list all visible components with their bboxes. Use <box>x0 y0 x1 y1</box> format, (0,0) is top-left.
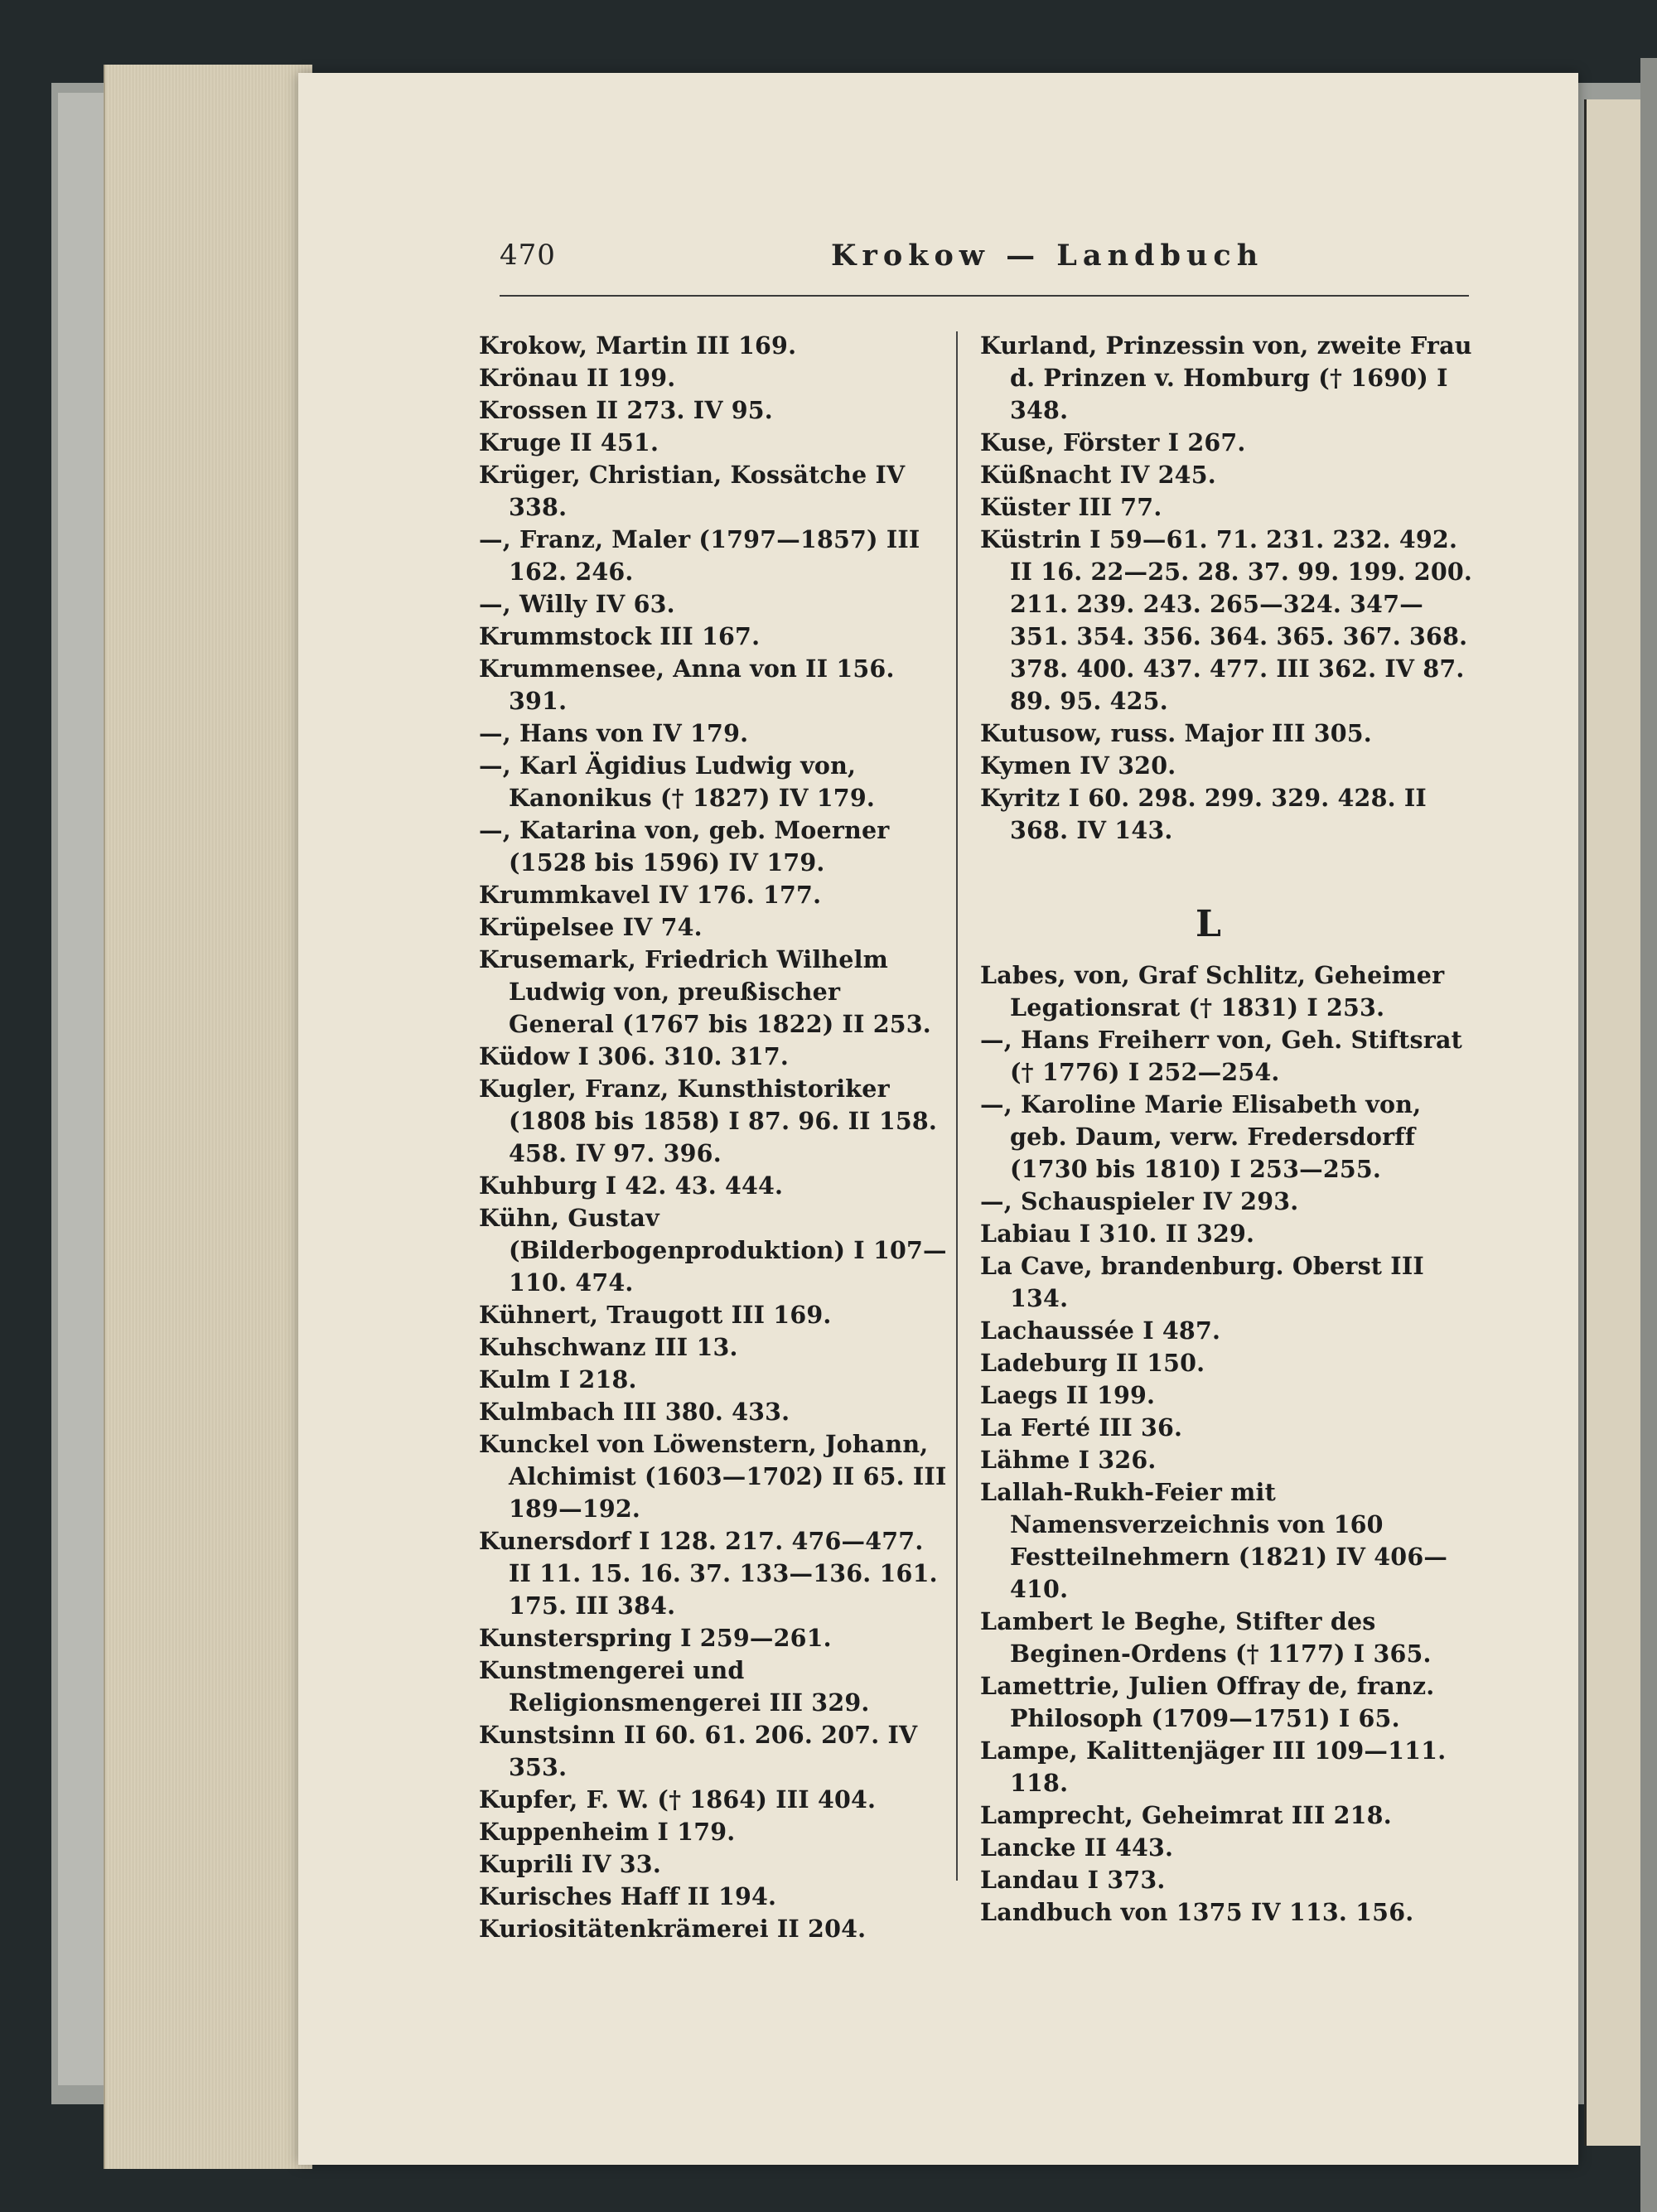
index-entry: Lallah-Rukh-Feier mit Namensverzeichnis von 160 Festteilnehmern (1821) IV 406—410. <box>980 1478 1448 1603</box>
page-stack <box>104 65 312 2169</box>
index-entry: Lamettrie, Julien Offray de, franz. Philosoph (1709—1751) I 65. <box>980 1672 1435 1732</box>
index-entry: Labiau I 310. II 329. <box>980 1219 1255 1248</box>
index-entry: Kunsterspring I 259—261. <box>479 1624 832 1652</box>
index-entry: La Cave, brandenburg. Oberst III 134. <box>980 1252 1424 1312</box>
index-entry: Krummkavel IV 176. 177. <box>479 881 822 909</box>
index-entry: Krüpelsee IV 74. <box>479 913 703 941</box>
running-title: Krokow — Landbuch <box>831 239 1264 273</box>
index-entry: Küster III 77. <box>980 493 1162 521</box>
index-entry: Lancke II 443. <box>980 1833 1174 1862</box>
index-entry: Krummensee, Anna von II 156. 391. <box>479 654 895 715</box>
section-letter: L <box>1196 903 1221 945</box>
index-entry: Kuhburg I 42. 43. 444. <box>479 1171 784 1200</box>
index-entry: Krönau II 199. <box>479 364 676 392</box>
index-entry: Küstrin I 59—61. 71. 231. 232. 492. II 16. 22—25. 28. 37. 99. 199. 200. 211. 239. 243. 265—324. 347—351. 354. 356. 364. 365. 367. 368. 378. 400. 437. 477. III 362. IV 87. 89. 95. 425. <box>980 525 1473 715</box>
index-column-right-top <box>980 330 1477 847</box>
index-entry: Kunstsinn II 60. 61. 206. 207. IV 353. <box>479 1721 918 1781</box>
page-number: 470 <box>500 239 556 272</box>
index-entry: Kurisches Haff II 194. <box>479 1882 777 1910</box>
index-entry: Kulmbach III 380. 433. <box>479 1398 790 1426</box>
index-entry: Lamprecht, Geheimrat III 218. <box>980 1801 1392 1829</box>
index-entry: Kuse, Förster I 267. <box>980 428 1246 456</box>
index-entry: Krossen II 273. IV 95. <box>479 396 773 424</box>
index-entry: Kupfer, F. W. († 1864) III 404. <box>479 1785 877 1814</box>
index-entry: Krokow, Martin III 169. <box>479 331 797 360</box>
index-entry: Kurland, Prinzessin von, zweite Frau d. Prinzen v. Homburg († 1690) I 348. <box>980 331 1472 424</box>
index-column-right-bottom <box>980 959 1477 1929</box>
index-entry: Küdow I 306. 310. 317. <box>479 1042 789 1070</box>
page-header <box>500 239 1469 288</box>
cover-edge-right <box>1640 58 1657 2212</box>
index-entry: Kühn, Gustav (Bilderbogenproduktion) I 107—110. 474. <box>479 1204 947 1297</box>
index-entry: Küßnacht IV 245. <box>980 461 1216 489</box>
index-entry: Krüger, Christian, Kossätche IV 338. <box>479 461 906 521</box>
index-entry: Kunstmengerei und Religionsmengerei III 329. <box>479 1656 870 1717</box>
index-entry: Kymen IV 320. <box>980 751 1176 780</box>
index-entry: Labes, von, Graf Schlitz, Geheimer Legationsrat († 1831) I 253. <box>980 961 1445 1021</box>
index-entry: Lambert le Beghe, Stifter des Beginen-Ordens († 1177) I 365. <box>980 1607 1432 1668</box>
index-entry: Kuprili IV 33. <box>479 1850 661 1878</box>
index-entry: Kühnert, Traugott III 169. <box>479 1301 832 1329</box>
index-entry: Krummstock III 167. <box>479 622 761 650</box>
index-entry: Kuriositätenkrämerei II 204. <box>479 1915 867 1943</box>
index-entry: Kugler, Franz, Kunsthistoriker (1808 bis 1858) I 87. 96. II 158. 458. IV 97. 396. <box>479 1075 938 1167</box>
index-entry: La Ferté III 36. <box>980 1413 1183 1442</box>
header-rule <box>500 295 1469 297</box>
index-entry: Landbuch von 1375 IV 113. 156. <box>980 1898 1414 1926</box>
index-entry: Kuhschwanz III 13. <box>479 1333 738 1361</box>
index-entry: Kuppenheim I 179. <box>479 1818 736 1846</box>
column-divider <box>956 331 958 1881</box>
index-entry: Lähme I 326. <box>980 1446 1157 1474</box>
index-entry: Ladeburg II 150. <box>980 1349 1205 1377</box>
index-entry: —, Hans von IV 179. <box>479 719 749 747</box>
index-entry: —, Hans Freiherr von, Geh. Stiftsrat († 1776) I 252—254. <box>980 1026 1463 1086</box>
index-entry: Kulm I 218. <box>479 1365 637 1393</box>
index-entry: —, Willy IV 63. <box>479 590 675 618</box>
index-entry: —, Schauspieler IV 293. <box>980 1187 1299 1215</box>
index-entry: Kutusow, russ. Major III 305. <box>980 719 1372 747</box>
index-entry: —, Katarina von, geb. Moerner (1528 bis 1596) IV 179. <box>479 816 890 877</box>
index-entry: Lampe, Kalittenjäger III 109—111. 118. <box>980 1736 1447 1797</box>
index-column-left <box>479 330 947 1945</box>
index-entry: Kyritz I 60. 298. 299. 329. 428. II 368. IV 143. <box>980 784 1427 844</box>
index-entry: Krusemark, Friedrich Wilhelm Ludwig von, preußischer General (1767 bis 1822) II 253. <box>479 945 931 1038</box>
index-entry: Landau I 373. <box>980 1866 1166 1894</box>
index-entry: Laegs II 199. <box>980 1381 1156 1409</box>
index-entry: Kunckel von Löwenstern, Johann, Alchimist (1603—1702) II 65. III 189—192. <box>479 1430 947 1523</box>
index-entry: Lachaussée I 487. <box>980 1316 1221 1345</box>
index-entry: —, Karl Ägidius Ludwig von, Kanonikus († 1827) IV 179. <box>479 751 875 812</box>
facing-page-edge <box>1584 99 1645 2146</box>
index-entry: Kruge II 451. <box>479 428 659 456</box>
index-entry: —, Karoline Marie Elisabeth von, geb. Daum, verw. Fredersdorff (1730 bis 1810) I 253—255. <box>980 1090 1422 1183</box>
index-entry: Kunersdorf I 128. 217. 476—477. II 11. 15. 16. 37. 133—136. 161. 175. III 384. <box>479 1527 938 1620</box>
index-entry: —, Franz, Maler (1797—1857) III 162. 246. <box>479 525 920 586</box>
